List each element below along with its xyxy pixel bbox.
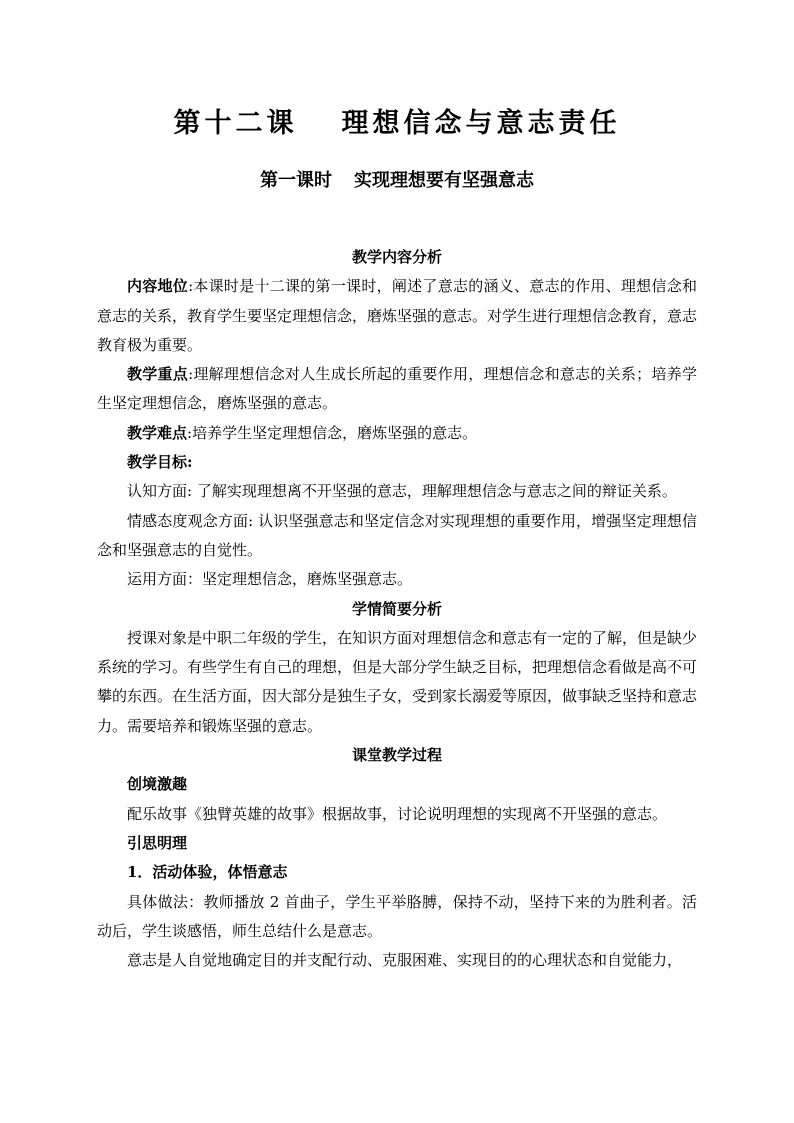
period-number: 第一课时 [260,170,332,191]
lesson-number: 第十二课 [173,108,298,139]
label-intro: 创境激趣 [127,775,188,794]
page-subtitle [0,166,794,196]
text-key-points: :理解理想信念对人生成长所起的重要作用，理想信念和意志的关系；培养学生坚定理想信念，磨炼坚强的意志。 [97,365,697,413]
section-heading-content-analysis: 教学内容分析 [351,248,442,266]
paragraph-intro: 配乐故事《独臂英雄的故事》根据故事，讨论说明理想的实现离不开坚强的意志。 [127,804,668,823]
section-heading-student-analysis: 学情简要分析 [351,599,442,618]
text-difficulty: :培养学生坚定理想信念，磨炼坚强的意志。 [187,423,478,442]
label-explain: 引思明理 [127,833,188,852]
paragraph-activity: 具体做法：教师播放 2 首曲子，学生平举胳膊，保持不动，坚持下来的为胜利者。活动后，学生谈感悟，师生总结什么是意志。 [97,892,697,940]
document-body [97,243,697,975]
paragraph-goal-cognitive: 认知方面: 了解实现理想离不开坚强的意志，理解理想信念与意志之间的辩证关系。 [127,482,677,501]
paragraph-goal-application: 运用方面：坚定理想信念，磨炼坚强意志。 [127,570,413,589]
label-activity: 1．活动体验，体悟意志 [127,863,288,882]
label-key-points: 教学重点 [127,365,189,384]
text-content-position: :本课时是十二课的第一课时，阐述了意志的涵义、意志的作用、理想信念和意志的关系，教育学生要坚定理想信念，磨炼坚强的意志。对学生进行理想信念教育，意志教育极为重要。 [97,277,698,354]
page-title [0,104,794,144]
paragraph-key-points [97,360,697,419]
paragraph-definition: 意志是人自觉地确定目的并支配行动、克服困难、实现目的的心理状态和自觉能力， [127,951,683,970]
section-heading-process: 课堂教学过程 [351,746,442,765]
label-difficulty: 教学难点 [127,423,188,442]
paragraph-goal-emotion: 情感态度观念方面: 认识坚强意志和坚定信念对实现理想的重要作用，增强坚定理想信念和坚强意志的自觉性。 [97,511,697,559]
period-topic: 实现理想要有坚强意志 [354,170,534,191]
label-teaching-goals: 教学目标: [127,453,193,472]
paragraph-student-analysis: 授课对象是中职二年级的学生，在知识方面对理想信念和意志有一定的了解，但是缺少系统的学习。有些学生有自己的理想，但是大部分学生缺乏目标，把理想信念看做是高不可攀的东西。在生活方面，因大部分是独生子女，受到家长溺爱等原因，做事缺乏坚持和意志力。需要培养和锻炼坚强的意志。 [97,628,698,735]
lesson-topic: 理想信念与意志责任 [341,108,621,139]
paragraph-difficulty [97,419,697,448]
label-content-position: 内容地位 [127,277,189,296]
paragraph-content-position [97,272,697,360]
